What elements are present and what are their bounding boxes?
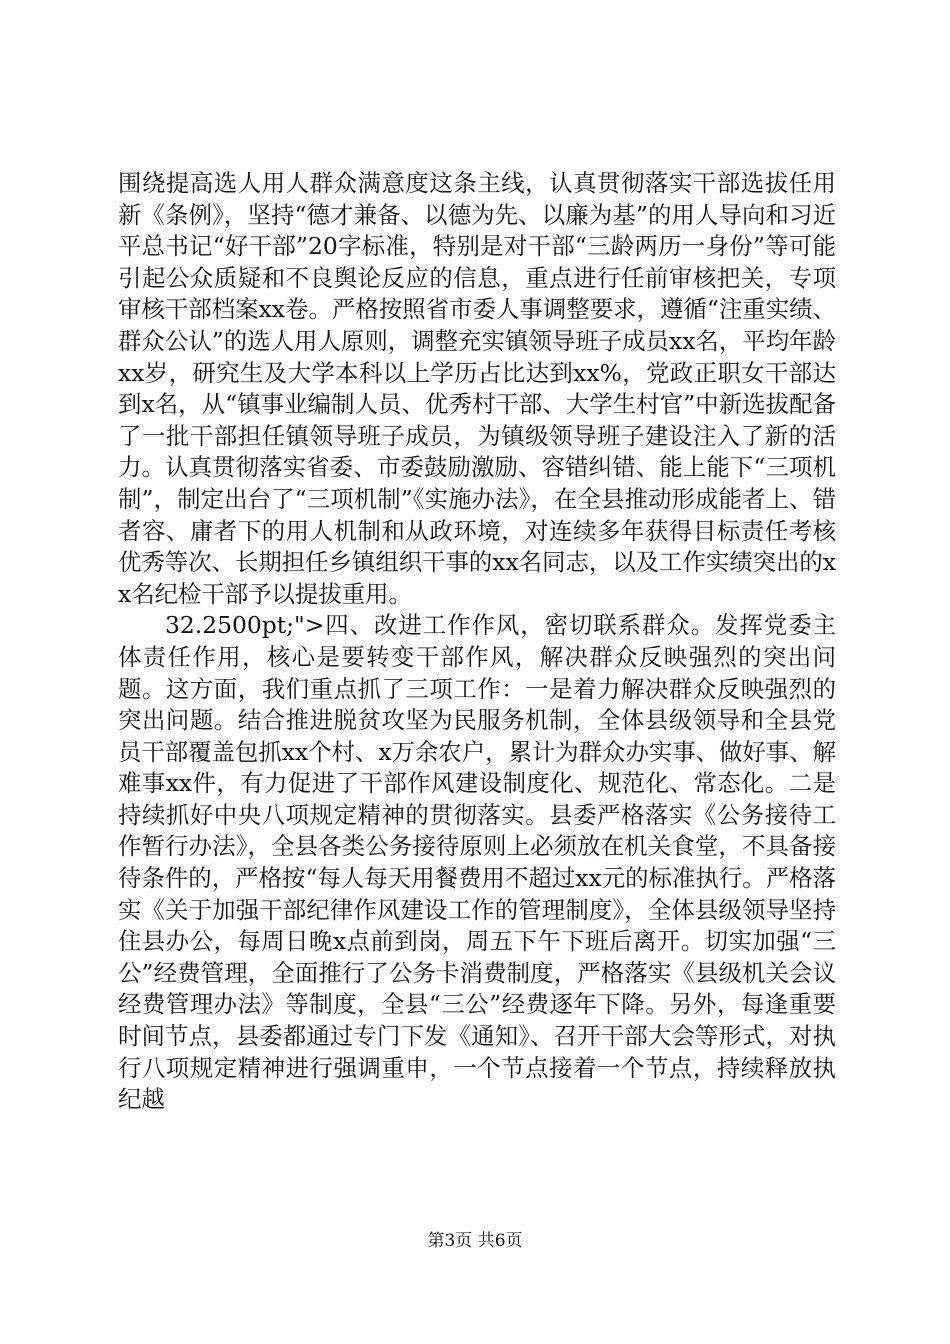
page-footer [0, 1230, 950, 1252]
paragraph-personnel-selection: 围绕提高选人用人群众满意度这条主线，认真贯彻落实干部选拔任用新《条例》，坚持“德才兼备、以德为先、以廉为基”的用人导向和习近平总书记“好干部”20字标准，特别是对干部“三龄两历一身份”等可能引起公众质疑和不良舆论反应的信息，重点进行任前审核把关，专项审核干部档案xx卷。严格按照省市委人事调整要求，遵循“注重实绩、群众公认”的选人用人原则，调整充实镇领导班子成员xx名，平均年龄xx岁，研究生及大学本科以上学历占比达到xx%，党政正职女干部达到x名，从“镇事业编制人员、优秀村干部、大学生村官”中新选拔配备了一批干部担任镇领导班子成员，为镇级领导班子建设注入了新的活力。认真贯彻落实省委、市委鼓励激励、容错纠错、能上能下“三项机制”，制定出台了“三项机制”《实施办法》，在全县推动形成能者上、错者容、庸者下的用人机制和从政环境，对连续多年获得目标责任考核优秀等次、长期担任乡镇组织干事的xx名同志，以及工作实绩突出的xx名纪检干部予以提拔重用。 [118, 169, 836, 608]
page-number-label: 第3页 共6页 [427, 1231, 523, 1251]
document-body [118, 168, 836, 1116]
paragraph-work-style: 32.2500pt;">四、改进工作作风，密切联系群众。发挥党委主体责任作用，核心是要转变干部作风，解决群众反映强烈的突出问题。这方面，我们重点抓了三项工作：一是着力解决群众反映强烈的突出问题。结合推进脱贫攻坚为民服务机制，全体县级领导和全县党员干部覆盖包抓xx个村、x万余农户，累计为群众办实事、做好事、解难事xx件，有力促进了干部作风建设制度化、规范化、常态化。二是持续抓好中央八项规定精神的贯彻落实。县委严格落实《公务接待工作暂行办法》，全县各类公务接待原则上必须放在机关食堂，不具备接待条件的，严格按“每人每天用餐费用不超过xx元的标准执行。严格落实《关于加强干部纪律作风建设工作的管理制度》，全体县级领导坚持住县办公，每周日晚x点前到岗，周五下午下班后离开。切实加强“三公”经费管理，全面推行了公务卡消费制度，严格落实《县级机关会议经费管理办法》等制度，全县“三公”经费逐年下降。另外，每逢重要时间节点，县委都通过专门下发《通知》、召开干部大会等形式，对执行八项规定精神进行强调重申，一个节点接着一个节点，持续释放执纪越 [118, 611, 836, 1114]
